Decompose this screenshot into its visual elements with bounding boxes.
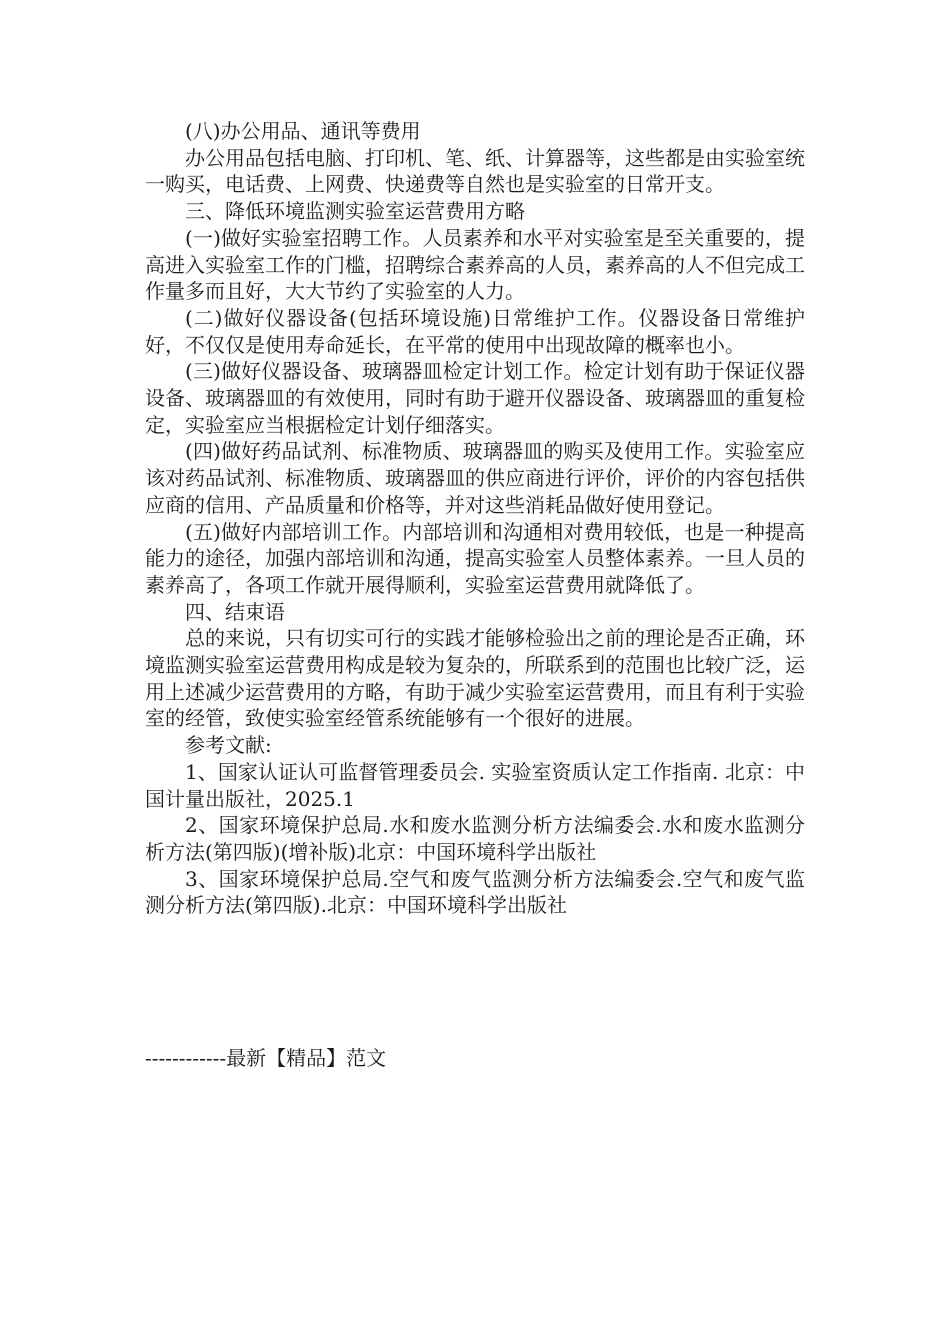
reference-item-2: 2、国家环境保护总局.水和废水监测分析方法编委会.水和废水监测分析方法(第四版)(增补版)北京：中国环境科学出版社	[145, 813, 805, 864]
document-body	[145, 118, 805, 919]
reference-item-3: 3、国家环境保护总局.空气和废气监测分析方法编委会.空气和废气监测分析方法(第四版).北京：中国环境科学出版社	[145, 866, 805, 918]
paragraph-maintenance: (二)做好仪器设备(包括环境设施)日常维护工作。仪器设备日常维护好，不仅仅是使用寿命延长，在平常的使用中出现故障的概率也小。	[145, 305, 805, 357]
paragraph-recruitment: (一)做好实验室招聘工作。人员素养和水平对实验室是至关重要的，提高进入实验室工作的门槛，招聘综合素养高的人员，素养高的人不但完成工作量多而且好，大大节约了实验室的人力。	[145, 225, 805, 304]
paragraph-training: (五)做好内部培训工作。内部培训和沟通相对费用较低，也是一种提高能力的途径，加强内部培训和沟通，提高实验室人员整体素养。一旦人员的素养高了，各项工作就开展得顺利，实验室运营费用就降低了。	[145, 519, 805, 597]
section-heading-cost-reduction: 三、降低环境监测实验室运营费用方略	[185, 199, 525, 224]
section-heading-office-costs: (八)办公用品、通讯等费用	[185, 119, 421, 143]
references-heading: 参考文献:	[185, 733, 272, 758]
paragraph-office-costs: 办公用品包括电脑、打印机、笔、纸、计算器等，这些都是由实验室统一购买，电话费、上网费、快递费等自然也是实验室的日常开支。	[145, 145, 805, 197]
paragraph-purchasing: (四)做好药品试剂、标准物质、玻璃器皿的购买及使用工作。实验室应该对药品试剂、标准物质、玻璃器皿的供应商进行评价，评价的内容包括供应商的信用、产品质量和价格等，并对这些消耗品做好使用登记。	[145, 439, 805, 517]
paragraph-calibration: (三)做好仪器设备、玻璃器皿检定计划工作。检定计划有助于保证仪器设备、玻璃器皿的有效使用，同时有助于避开仪器设备、玻璃器皿的重复检定，实验室应当根据检定计划仔细落实。	[145, 359, 805, 437]
section-heading-conclusion: 四、结束语	[185, 599, 285, 624]
paragraph-conclusion: 总的来说，只有切实可行的实践才能够检验出之前的理论是否正确，环境监测实验室运营费用构成是较为复杂的，所联系到的范围也比较广泛，运用上述减少运营费用的方略，有助于减少实验室运营费用，而且有利于实验室的经管，致使实验室经管系统能够有一个很好的进展。	[145, 626, 805, 731]
reference-item-1: 1、国家认证认可监督管理委员会. 实验室资质认定工作指南. 北京：中国计量出版社，2025.1	[145, 759, 805, 811]
footer-banner: ------------最新【精品】范文	[145, 1046, 387, 1070]
